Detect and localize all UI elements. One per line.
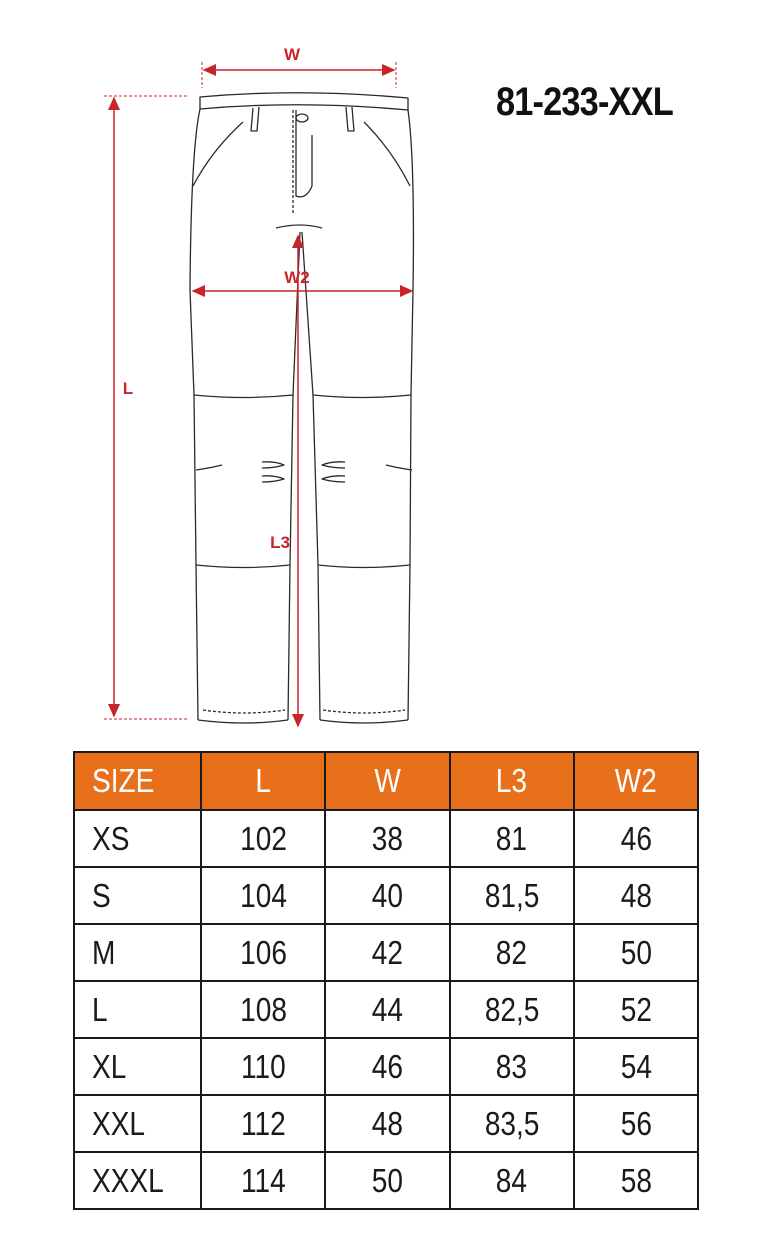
cell bbox=[574, 867, 698, 924]
cell bbox=[325, 981, 449, 1038]
l-value: 104 bbox=[239, 876, 287, 914]
w2-value: 56 bbox=[620, 1104, 652, 1142]
cell bbox=[74, 924, 201, 981]
cell bbox=[450, 1095, 574, 1152]
l3-value: 81 bbox=[496, 819, 528, 857]
w2-value: 46 bbox=[620, 819, 652, 857]
table-header-row bbox=[74, 752, 698, 810]
cell bbox=[201, 810, 325, 867]
table-row bbox=[74, 867, 698, 924]
table-row bbox=[74, 1152, 698, 1209]
cell bbox=[574, 1152, 698, 1209]
cell bbox=[574, 1038, 698, 1095]
trousers-outline bbox=[190, 93, 413, 723]
product-code: 81-233-XXL bbox=[496, 80, 673, 124]
l3-value: 84 bbox=[496, 1161, 528, 1199]
cell bbox=[201, 924, 325, 981]
cell bbox=[450, 924, 574, 981]
l3-value: 83 bbox=[496, 1047, 528, 1085]
size-value: L bbox=[92, 990, 108, 1028]
w-value: 50 bbox=[371, 1161, 403, 1199]
size-value: XL bbox=[92, 1047, 127, 1085]
l3-value: 83,5 bbox=[484, 1104, 539, 1142]
cell bbox=[574, 981, 698, 1038]
w2-value: 48 bbox=[620, 876, 652, 914]
cell bbox=[74, 1152, 201, 1209]
cell bbox=[450, 1038, 574, 1095]
cell bbox=[325, 810, 449, 867]
cell bbox=[450, 1152, 574, 1209]
cell bbox=[450, 981, 574, 1038]
l3-value: 81,5 bbox=[484, 876, 539, 914]
cell bbox=[74, 810, 201, 867]
cell bbox=[201, 1152, 325, 1209]
header-cell bbox=[74, 752, 201, 810]
label-w: W bbox=[283, 45, 301, 64]
cell bbox=[74, 1038, 201, 1095]
cell bbox=[201, 867, 325, 924]
w-value: 38 bbox=[371, 819, 403, 857]
table-row bbox=[74, 924, 698, 981]
l-value: 106 bbox=[239, 933, 287, 971]
cell bbox=[74, 867, 201, 924]
cell bbox=[574, 1095, 698, 1152]
l3-value: 82 bbox=[496, 933, 528, 971]
size-value: XS bbox=[92, 819, 130, 857]
l3-value: 82,5 bbox=[484, 990, 539, 1028]
w-value: 40 bbox=[371, 876, 403, 914]
cell bbox=[201, 981, 325, 1038]
label-l: L bbox=[122, 379, 134, 398]
header-cell bbox=[450, 752, 574, 810]
cell bbox=[325, 1152, 449, 1209]
header-cell bbox=[325, 752, 449, 810]
cell bbox=[201, 1095, 325, 1152]
header-w2: W2 bbox=[614, 762, 657, 799]
w2-value: 52 bbox=[620, 990, 652, 1028]
l-value: 102 bbox=[239, 819, 287, 857]
w-value: 46 bbox=[371, 1047, 403, 1085]
header-cell bbox=[201, 752, 325, 810]
l-value: 108 bbox=[239, 990, 287, 1028]
size-table bbox=[73, 751, 699, 1210]
table-row bbox=[74, 810, 698, 867]
cell bbox=[574, 810, 698, 867]
w2-value: 54 bbox=[620, 1047, 652, 1085]
w2-value: 50 bbox=[620, 933, 652, 971]
w-value: 44 bbox=[371, 990, 403, 1028]
cell bbox=[325, 924, 449, 981]
header-l3: L3 bbox=[496, 762, 528, 799]
cell bbox=[74, 1095, 201, 1152]
label-w2: W2 bbox=[284, 268, 310, 287]
w2-value: 58 bbox=[620, 1161, 652, 1199]
cell bbox=[450, 810, 574, 867]
dimension-lines bbox=[104, 62, 412, 726]
table-row bbox=[74, 1095, 698, 1152]
size-value: S bbox=[92, 876, 111, 914]
l-value: 110 bbox=[240, 1047, 286, 1085]
l-value: 114 bbox=[240, 1161, 286, 1199]
header-cell bbox=[574, 752, 698, 810]
cell bbox=[74, 981, 201, 1038]
cell bbox=[450, 867, 574, 924]
cell bbox=[325, 1038, 449, 1095]
w-value: 48 bbox=[371, 1104, 403, 1142]
size-value: XXL bbox=[92, 1104, 146, 1142]
cell bbox=[325, 1095, 449, 1152]
cell bbox=[325, 867, 449, 924]
header-l: L bbox=[255, 762, 271, 799]
header-size: SIZE bbox=[92, 762, 155, 799]
cell bbox=[574, 924, 698, 981]
w-value: 42 bbox=[371, 933, 403, 971]
label-l3: L3 bbox=[270, 533, 290, 552]
size-value: M bbox=[92, 933, 116, 971]
table-row bbox=[74, 1038, 698, 1095]
header-w: W bbox=[374, 762, 401, 799]
l-value: 112 bbox=[240, 1104, 286, 1142]
table-row bbox=[74, 981, 698, 1038]
size-value: XXXL bbox=[92, 1161, 164, 1199]
cell bbox=[201, 1038, 325, 1095]
